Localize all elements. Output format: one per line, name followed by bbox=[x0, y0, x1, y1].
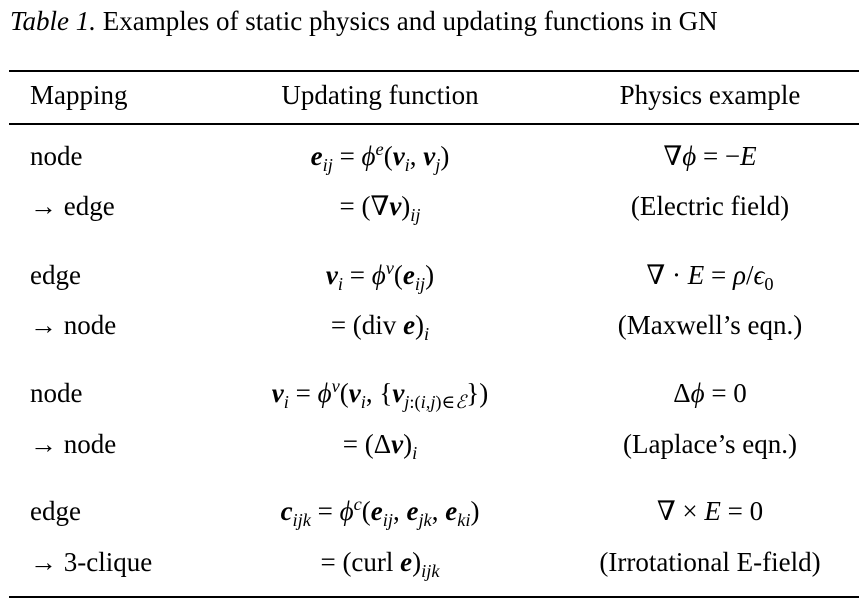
row1-mapping-to: → edge bbox=[30, 191, 115, 221]
table-caption bbox=[10, 6, 718, 37]
row3-updating-eq2: = $(\Delta v)_i$ bbox=[342, 429, 418, 463]
row3-mapping-to: → node bbox=[30, 429, 117, 459]
row2-updating-eq1: $v_i = \phi^v(e_{ij})$ bbox=[325, 257, 435, 294]
row1-mapping-from: node bbox=[30, 141, 83, 171]
row4-mapping-from: edge bbox=[30, 496, 81, 526]
header-updating-function: Updating function bbox=[281, 80, 479, 110]
header-rule bbox=[9, 123, 859, 125]
row2-physics-eq: ∇ · $E = \rho/\epsilon_0$ bbox=[646, 260, 774, 294]
row3-physics-eq: Δϕ = 0 bbox=[673, 378, 747, 408]
row4-physics-eq: ∇ × E = 0 bbox=[656, 496, 764, 526]
row4-updating-eq1: $c_{ijk} = \phi^c(e_{ij}$, $e_{jk}$, $e_{ki}$) bbox=[280, 493, 480, 530]
row4-mapping-to: → 3-clique bbox=[30, 547, 153, 577]
row2-physics-desc: (Maxwell’s eqn.) bbox=[617, 310, 803, 340]
header-mapping: Mapping bbox=[30, 80, 128, 110]
row4-physics-desc: (Irrotational E-field) bbox=[599, 547, 821, 577]
row3-mapping-from: node bbox=[30, 378, 83, 408]
top-rule bbox=[9, 70, 859, 72]
row2-mapping-to: → node bbox=[30, 310, 117, 340]
row1-physics-desc: (Electric field) bbox=[630, 191, 790, 221]
bottom-rule bbox=[9, 596, 859, 598]
row1-updating-eq2: = $(\nabla v)_{ij}$ bbox=[339, 191, 421, 225]
row3-updating-eq1: $v_i = \phi^v(v_i$, $\{v_{j:(i,j)\in ℰ}\}$) bbox=[271, 375, 489, 412]
row1-updating-eq1: $e_{ij} = \phi^e(v_i$, $v_j$) bbox=[310, 138, 450, 175]
header-physics-example: Physics example bbox=[619, 80, 801, 110]
row2-mapping-from: edge bbox=[30, 260, 81, 290]
caption-label: Table 1. bbox=[10, 6, 97, 36]
row1-physics-eq: ∇ϕ = −E bbox=[663, 141, 757, 171]
caption-text: Examples of static physics and updating functions in GN bbox=[102, 6, 718, 36]
row4-updating-eq2: = (curl $e)_{ijk}$ bbox=[320, 547, 440, 581]
row3-physics-desc: (Laplace’s eqn.) bbox=[623, 429, 797, 459]
row2-updating-eq2: = (div $e)_i$ bbox=[330, 310, 430, 344]
